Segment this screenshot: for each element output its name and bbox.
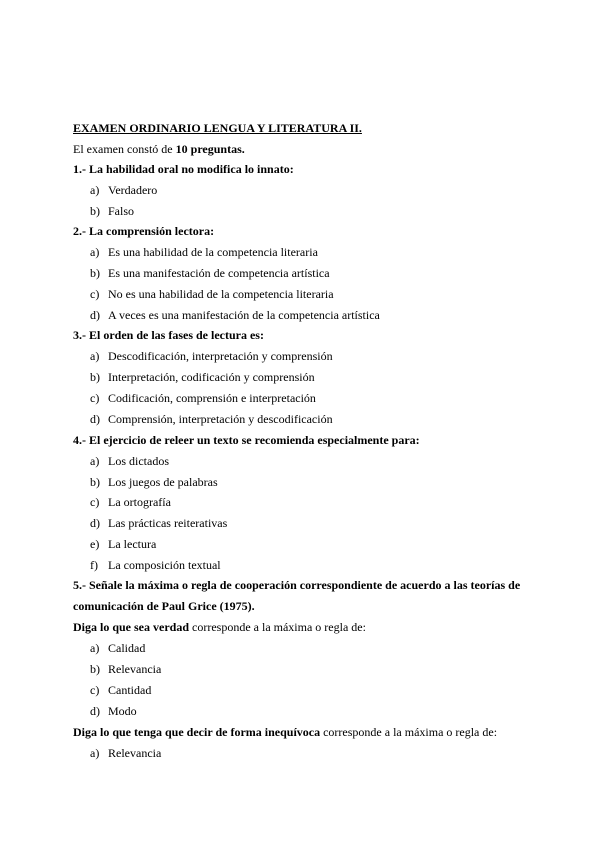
intro-count: 10 preguntas. [175,142,245,156]
option-1b: b) Falso [90,204,135,218]
option-2b: b) Es una manifestación de competencia artística [90,266,330,280]
option-5-2a: a) Relevancia [90,746,162,760]
option-4e: e) La lectura [90,537,157,551]
question-1: 1.- La habilidad oral no modifica lo innato: [73,162,294,176]
option-4b: b) Los juegos de palabras [90,475,218,489]
option-2d: d) A veces es una manifestación de la competencia artística [90,308,380,322]
option-5d: d) Modo [90,704,137,718]
question-4: 4.- El ejercicio de releer un texto se recomienda especialmente para: [73,433,420,447]
option-3c: c) Codificación, comprensión e interpretación [90,391,316,405]
option-4d: d) Las prácticas reiterativas [90,516,228,530]
question-5-sub-1: Diga lo que sea verdad corresponde a la máxima o regla de: [73,620,366,634]
question-5-line-1: 5.- Señale la máxima o regla de cooperación correspondiente de acuerdo a las teorías de [73,578,521,592]
question-5-line-2: comunicación de Paul Grice (1975). [73,599,255,613]
exam-intro [73,142,245,156]
option-4a: a) Los dictados [90,454,169,468]
option-2a: a) Es una habilidad de la competencia literaria [90,245,318,259]
question-5-sub-2: Diga lo que tenga que decir de forma inequívoca corresponde a la máxima o regla de: [73,725,498,739]
intro-prefix: El examen constó de [73,142,173,156]
option-1a: a) Verdadero [90,183,158,197]
option-3d: d) Comprensión, interpretación y descodificación [90,412,333,426]
option-5b: b) Relevancia [90,662,162,676]
option-5c: c) Cantidad [90,683,152,697]
option-3a: a) Descodificación, interpretación y comprensión [90,349,333,363]
exam-title: EXAMEN ORDINARIO LENGUA Y LITERATURA II. [73,121,362,135]
question-3: 3.- El orden de las fases de lectura es: [73,328,264,342]
option-3b: b) Interpretación, codificación y comprensión [90,370,315,384]
option-5a: a) Calidad [90,641,146,655]
option-2c: c) No es una habilidad de la competencia literaria [90,287,334,301]
option-4c: c) La ortografía [90,495,171,509]
question-2: 2.- La comprensión lectora: [73,224,215,238]
option-4f: f) La composición textual [90,558,221,572]
